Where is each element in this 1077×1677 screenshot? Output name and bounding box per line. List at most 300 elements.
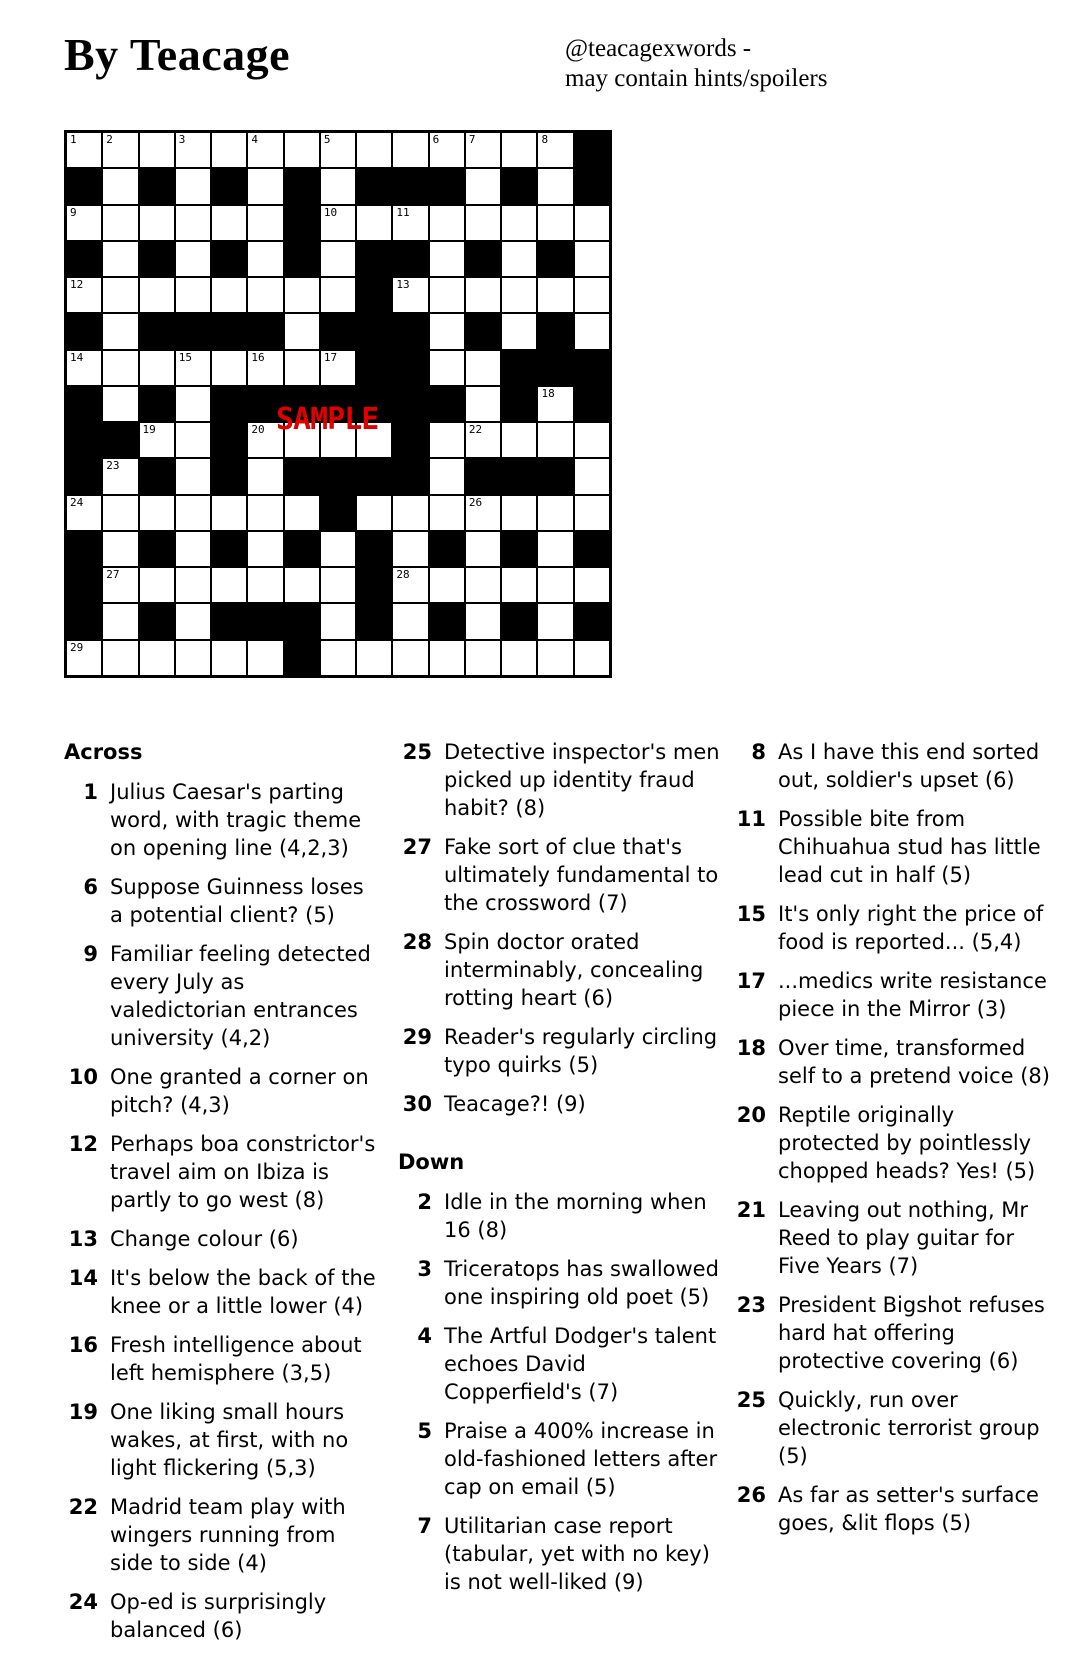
grid-cell[interactable] <box>66 640 102 676</box>
grid-cell[interactable] <box>247 458 283 494</box>
grid-cell[interactable] <box>284 350 320 386</box>
grid-cell[interactable] <box>501 422 537 458</box>
clue-num: 20 <box>736 1103 766 1127</box>
grid-cell[interactable] <box>537 168 573 204</box>
grid-cell[interactable] <box>102 495 138 531</box>
grid-block <box>284 603 320 639</box>
grid-cell[interactable] <box>175 422 211 458</box>
clue-num: 27 <box>402 835 432 859</box>
grid-cell[interactable] <box>211 205 247 241</box>
clue-text: Detective inspector's men picked up identity fraud habit? (8) <box>444 740 720 820</box>
grid-cell[interactable] <box>537 495 573 531</box>
across-clue <box>398 1023 720 1079</box>
grid-cell[interactable] <box>247 640 283 676</box>
across-clue <box>64 1225 382 1253</box>
clues-column-1 <box>64 738 382 1655</box>
grid-block <box>66 241 102 277</box>
grid-block <box>356 313 392 349</box>
grid-cell[interactable] <box>247 531 283 567</box>
clue-text: Madrid team play with wingers running from side to side (4) <box>110 1495 346 1575</box>
clue-num: 22 <box>68 1495 98 1519</box>
grid-cell[interactable] <box>102 277 138 313</box>
grid-cell[interactable] <box>392 567 428 603</box>
grid-cell[interactable] <box>320 241 356 277</box>
grid-cell[interactable] <box>356 132 392 168</box>
grid-block <box>501 350 537 386</box>
grid-block <box>66 567 102 603</box>
grid-cell[interactable] <box>465 422 501 458</box>
grid-cell[interactable] <box>392 132 428 168</box>
grid-cell[interactable] <box>175 241 211 277</box>
down-clue <box>732 738 1054 794</box>
grid-cell[interactable] <box>429 422 465 458</box>
grid-cell[interactable] <box>320 567 356 603</box>
grid-cell[interactable] <box>429 132 465 168</box>
grid-cell[interactable] <box>356 640 392 676</box>
down-clue-list <box>398 1188 720 1596</box>
grid-block <box>574 603 610 639</box>
clue-num: 21 <box>736 1198 766 1222</box>
clue-number: 26 <box>468 495 483 509</box>
clue-text: Praise a 400% increase in old-fashioned letters after cap on email (5) <box>444 1419 718 1499</box>
grid-cell[interactable] <box>574 205 610 241</box>
handle-line-2: may contain hints/spoilers <box>565 65 828 92</box>
grid-cell[interactable] <box>102 458 138 494</box>
down-clue <box>398 1417 720 1501</box>
grid-cell[interactable] <box>320 205 356 241</box>
clue-num: 3 <box>417 1257 432 1281</box>
grid-cell[interactable] <box>501 205 537 241</box>
clue-num: 5 <box>417 1419 432 1443</box>
grid-block <box>284 531 320 567</box>
grid-block <box>211 603 247 639</box>
grid-cell[interactable] <box>247 132 283 168</box>
grid-block <box>356 350 392 386</box>
grid-cell[interactable] <box>102 241 138 277</box>
grid-block <box>392 168 428 204</box>
grid-cell[interactable] <box>501 241 537 277</box>
grid-cell[interactable] <box>139 567 175 603</box>
grid-cell[interactable] <box>284 132 320 168</box>
grid-block <box>501 168 537 204</box>
clue-num: 11 <box>736 807 766 831</box>
grid-cell[interactable] <box>66 350 102 386</box>
down-heading: Down <box>398 1150 465 1174</box>
grid-cell[interactable] <box>284 313 320 349</box>
clue-num: 10 <box>68 1065 98 1089</box>
grid-cell[interactable] <box>139 132 175 168</box>
grid-block <box>501 603 537 639</box>
clue-num: 15 <box>736 902 766 926</box>
grid-cell[interactable] <box>139 277 175 313</box>
grid-cell[interactable] <box>211 277 247 313</box>
clue-text: As far as setter's surface goes, &lit flops (5) <box>778 1483 1039 1535</box>
clue-text: Leaving out nothing, Mr Reed to play guitar for Five Years (7) <box>778 1198 1029 1278</box>
grid-cell[interactable] <box>465 495 501 531</box>
grid-cell[interactable] <box>247 277 283 313</box>
grid-cell[interactable] <box>175 168 211 204</box>
grid-block <box>429 603 465 639</box>
down-clue <box>732 900 1054 956</box>
grid-cell[interactable] <box>320 168 356 204</box>
grid-cell[interactable] <box>465 386 501 422</box>
grid-block <box>320 458 356 494</box>
clue-text: Over time, transformed self to a pretend voice (8) <box>778 1036 1050 1088</box>
grid-cell[interactable] <box>574 567 610 603</box>
grid-block <box>356 531 392 567</box>
grid-cell[interactable] <box>175 350 211 386</box>
across-clue <box>64 778 382 862</box>
grid-cell[interactable] <box>139 350 175 386</box>
grid-cell[interactable] <box>102 640 138 676</box>
clue-num: 16 <box>68 1333 98 1357</box>
down-clue <box>732 1196 1054 1280</box>
grid-cell[interactable] <box>247 495 283 531</box>
grid-cell[interactable] <box>429 350 465 386</box>
grid-cell[interactable] <box>429 241 465 277</box>
grid-cell[interactable] <box>465 531 501 567</box>
grid-cell[interactable] <box>175 132 211 168</box>
grid-block <box>574 386 610 422</box>
across-clue <box>398 833 720 917</box>
across-clue <box>64 1063 382 1119</box>
clue-number: 10 <box>323 205 338 219</box>
clue-text: President Bigshot refuses hard hat offering protective covering (6) <box>778 1293 1045 1373</box>
down-clue <box>732 805 1054 889</box>
clue-num: 26 <box>736 1483 766 1507</box>
grid-block <box>429 168 465 204</box>
grid-cell[interactable] <box>320 132 356 168</box>
grid-cell[interactable] <box>139 422 175 458</box>
clue-text: Utilitarian case report (tabular, yet with no key) is not well-liked (9) <box>444 1514 710 1594</box>
grid-cell[interactable] <box>175 458 211 494</box>
down-clue <box>398 1255 720 1311</box>
grid-cell[interactable] <box>574 422 610 458</box>
grid-cell[interactable] <box>501 495 537 531</box>
grid-cell[interactable] <box>66 495 102 531</box>
grid-block <box>574 531 610 567</box>
grid-block <box>139 313 175 349</box>
clue-text: Possible bite from Chihuahua stud has little lead cut in half (5) <box>778 807 1041 887</box>
grid-cell[interactable] <box>320 531 356 567</box>
clue-num: 14 <box>68 1266 98 1290</box>
grid-block <box>66 458 102 494</box>
grid-block <box>429 386 465 422</box>
grid-block <box>284 458 320 494</box>
across-clue <box>64 1130 382 1214</box>
grid-cell[interactable] <box>175 531 211 567</box>
grid-cell[interactable] <box>102 350 138 386</box>
clue-number: 24 <box>70 495 84 509</box>
grid-cell[interactable] <box>537 567 573 603</box>
clue-number: 18 <box>541 386 555 400</box>
grid-cell[interactable] <box>574 241 610 277</box>
grid-block <box>356 168 392 204</box>
grid-cell[interactable] <box>175 640 211 676</box>
grid-cell[interactable] <box>429 640 465 676</box>
grid-cell[interactable] <box>247 168 283 204</box>
clue-text: Spin doctor orated interminably, concealing rotting heart (6) <box>444 930 704 1010</box>
clue-text: One granted a corner on pitch? (4,3) <box>110 1065 369 1117</box>
grid-cell[interactable] <box>537 277 573 313</box>
grid-cell[interactable] <box>284 495 320 531</box>
grid-cell[interactable] <box>356 205 392 241</box>
grid-cell[interactable] <box>465 640 501 676</box>
clue-text: It's only right the price of food is reported... (5,4) <box>778 902 1044 954</box>
across-clue <box>64 1588 382 1644</box>
clue-number: 17 <box>323 350 338 364</box>
down-clue <box>732 1034 1054 1090</box>
grid-cell[interactable] <box>102 386 138 422</box>
grid-cell[interactable] <box>392 495 428 531</box>
clue-num: 7 <box>417 1514 432 1538</box>
grid-cell[interactable] <box>537 531 573 567</box>
sample-watermark: SAMPLE <box>276 402 379 437</box>
grid-block <box>537 458 573 494</box>
grid-block <box>139 531 175 567</box>
grid-cell[interactable] <box>392 603 428 639</box>
clue-number: 27 <box>106 568 120 582</box>
grid-block <box>392 350 428 386</box>
grid-block <box>284 168 320 204</box>
grid-cell[interactable] <box>429 277 465 313</box>
clue-text: Familiar feeling detected every July as valedictorian entrances university (4,2) <box>110 942 371 1050</box>
grid-cell[interactable] <box>320 603 356 639</box>
grid-cell[interactable] <box>537 132 573 168</box>
grid-cell[interactable] <box>429 567 465 603</box>
clue-num: 29 <box>402 1025 432 1049</box>
grid-cell[interactable] <box>537 422 573 458</box>
grid-cell[interactable] <box>501 640 537 676</box>
grid-cell[interactable] <box>211 567 247 603</box>
grid-block <box>356 277 392 313</box>
grid-block <box>574 168 610 204</box>
grid-block <box>139 603 175 639</box>
grid-cell[interactable] <box>537 386 573 422</box>
clue-number: 29 <box>70 640 84 654</box>
grid-cell[interactable] <box>247 205 283 241</box>
grid-block <box>356 458 392 494</box>
grid-block <box>465 241 501 277</box>
grid-cell[interactable] <box>574 277 610 313</box>
grid-cell[interactable] <box>175 495 211 531</box>
clue-number: 1 <box>70 133 77 146</box>
down-clue-list-continued <box>732 738 1054 1537</box>
across-clue-list-continued <box>398 738 720 1118</box>
clue-text: Teacage?! (9) <box>444 1092 586 1116</box>
grid-cell[interactable] <box>574 313 610 349</box>
grid-cell[interactable] <box>537 603 573 639</box>
clue-number: 11 <box>396 205 410 219</box>
across-clue <box>64 873 382 929</box>
across-clue <box>64 1493 382 1577</box>
grid-cell[interactable] <box>211 132 247 168</box>
clue-num: 4 <box>417 1324 432 1348</box>
grid-cell[interactable] <box>102 313 138 349</box>
grid-block <box>392 422 428 458</box>
grid-cell[interactable] <box>247 350 283 386</box>
clue-number: 15 <box>178 350 193 364</box>
grid-block <box>211 531 247 567</box>
grid-block <box>66 313 102 349</box>
grid-block <box>429 531 465 567</box>
grid-cell[interactable] <box>392 640 428 676</box>
grid-block <box>537 350 573 386</box>
grid-cell[interactable] <box>102 603 138 639</box>
grid-cell[interactable] <box>175 603 211 639</box>
grid-cell[interactable] <box>574 495 610 531</box>
grid-block <box>465 458 501 494</box>
clue-num: 18 <box>736 1036 766 1060</box>
clue-text: As I have this end sorted out, soldier's upset (6) <box>778 740 1040 792</box>
grid-cell[interactable] <box>574 640 610 676</box>
clue-number: 13 <box>396 278 410 292</box>
grid-block <box>501 386 537 422</box>
grid-cell[interactable] <box>537 640 573 676</box>
grid-cell[interactable] <box>392 277 428 313</box>
grid-cell[interactable] <box>320 640 356 676</box>
clue-number: 7 <box>468 133 476 146</box>
grid-block <box>139 386 175 422</box>
grid-cell[interactable] <box>139 205 175 241</box>
grid-block <box>175 313 211 349</box>
clue-text: ...medics write resistance piece in the Mirror (3) <box>778 969 1047 1021</box>
clue-text: Op-ed is surprisingly balanced (6) <box>110 1590 327 1642</box>
grid-block <box>66 168 102 204</box>
grid-cell[interactable] <box>211 350 247 386</box>
grid-block <box>66 422 102 458</box>
grid-cell[interactable] <box>465 132 501 168</box>
clue-number: 23 <box>106 459 120 473</box>
grid-cell[interactable] <box>465 168 501 204</box>
grid-cell[interactable] <box>284 277 320 313</box>
grid-cell[interactable] <box>102 168 138 204</box>
clue-number: 8 <box>541 133 549 146</box>
grid-block <box>247 313 283 349</box>
grid-cell[interactable] <box>102 205 138 241</box>
across-clue <box>64 1398 382 1482</box>
grid-block <box>66 603 102 639</box>
clue-text: Reader's regularly circling typo quirks (5) <box>444 1025 718 1077</box>
grid-cell[interactable] <box>465 350 501 386</box>
grid-cell[interactable] <box>574 458 610 494</box>
grid-cell[interactable] <box>429 458 465 494</box>
clue-number: 22 <box>468 423 483 437</box>
grid-cell[interactable] <box>465 205 501 241</box>
grid-cell[interactable] <box>139 495 175 531</box>
grid-block <box>247 603 283 639</box>
down-clue <box>398 1188 720 1244</box>
grid-block <box>574 132 610 168</box>
clue-num: 28 <box>402 930 432 954</box>
puzzle-title: By Teacage <box>64 29 291 80</box>
grid-block <box>284 205 320 241</box>
grid-block <box>139 241 175 277</box>
clue-num: 6 <box>83 875 98 899</box>
clue-num: 9 <box>83 942 98 966</box>
clue-num: 2 <box>417 1190 432 1214</box>
grid-cell[interactable] <box>102 531 138 567</box>
down-clue <box>732 1291 1054 1375</box>
clue-num: 19 <box>68 1400 98 1424</box>
clue-num: 1 <box>83 780 98 804</box>
down-clue <box>732 1481 1054 1537</box>
down-clue <box>732 967 1054 1023</box>
grid-cell[interactable] <box>175 277 211 313</box>
grid-cell[interactable] <box>211 640 247 676</box>
grid-block <box>139 458 175 494</box>
grid-cell[interactable] <box>102 132 138 168</box>
clue-number: 12 <box>70 278 84 292</box>
grid-cell[interactable] <box>66 205 102 241</box>
grid-cell[interactable] <box>139 640 175 676</box>
clue-number: 28 <box>396 568 410 582</box>
grid-block <box>102 422 138 458</box>
grid-cell[interactable] <box>429 495 465 531</box>
across-clue <box>398 738 720 822</box>
grid-cell[interactable] <box>537 205 573 241</box>
clue-num: 24 <box>68 1590 98 1614</box>
grid-cell[interactable] <box>501 132 537 168</box>
handle-line-1: @teacagexwords - <box>565 35 752 62</box>
grid-cell[interactable] <box>247 241 283 277</box>
grid-cell[interactable] <box>429 313 465 349</box>
clue-number: 5 <box>323 133 331 146</box>
grid-cell[interactable] <box>284 567 320 603</box>
grid-cell[interactable] <box>392 205 428 241</box>
grid-cell[interactable] <box>211 495 247 531</box>
clue-number: 20 <box>251 423 265 437</box>
grid-cell[interactable] <box>66 132 102 168</box>
grid-block <box>211 422 247 458</box>
grid-cell[interactable] <box>320 350 356 386</box>
grid-cell[interactable] <box>392 531 428 567</box>
grid-block <box>356 241 392 277</box>
grid-cell[interactable] <box>320 277 356 313</box>
grid-cell[interactable] <box>465 567 501 603</box>
grid-block <box>537 241 573 277</box>
clue-number: 16 <box>251 350 265 364</box>
grid-cell[interactable] <box>175 567 211 603</box>
across-clue <box>64 1264 382 1320</box>
grid-cell[interactable] <box>501 567 537 603</box>
clue-num: 30 <box>402 1092 432 1116</box>
down-clue <box>398 1512 720 1596</box>
down-clue <box>398 1322 720 1406</box>
clues-column-2 <box>398 738 720 1607</box>
grid-cell[interactable] <box>247 567 283 603</box>
grid-block <box>392 386 428 422</box>
down-clue <box>732 1101 1054 1185</box>
grid-cell[interactable] <box>501 277 537 313</box>
grid-block <box>284 241 320 277</box>
grid-cell[interactable] <box>465 277 501 313</box>
clue-text: One liking small hours wakes, at first, with no light flickering (5,3) <box>110 1400 349 1480</box>
grid-cell[interactable] <box>175 205 211 241</box>
grid-block <box>66 531 102 567</box>
grid-cell[interactable] <box>175 386 211 422</box>
grid-cell[interactable] <box>429 205 465 241</box>
grid-cell[interactable] <box>501 313 537 349</box>
grid-cell[interactable] <box>356 495 392 531</box>
clue-text: Reptile originally protected by pointlessly chopped heads? Yes! (5) <box>778 1103 1036 1183</box>
grid-cell[interactable] <box>465 603 501 639</box>
grid-cell[interactable] <box>66 277 102 313</box>
clue-text: Fresh intelligence about left hemisphere (3,5) <box>110 1333 362 1385</box>
clue-text: Suppose Guinness loses a potential client? (5) <box>110 875 364 927</box>
clue-text: Idle in the morning when 16 (8) <box>444 1190 707 1242</box>
grid-cell[interactable] <box>102 567 138 603</box>
